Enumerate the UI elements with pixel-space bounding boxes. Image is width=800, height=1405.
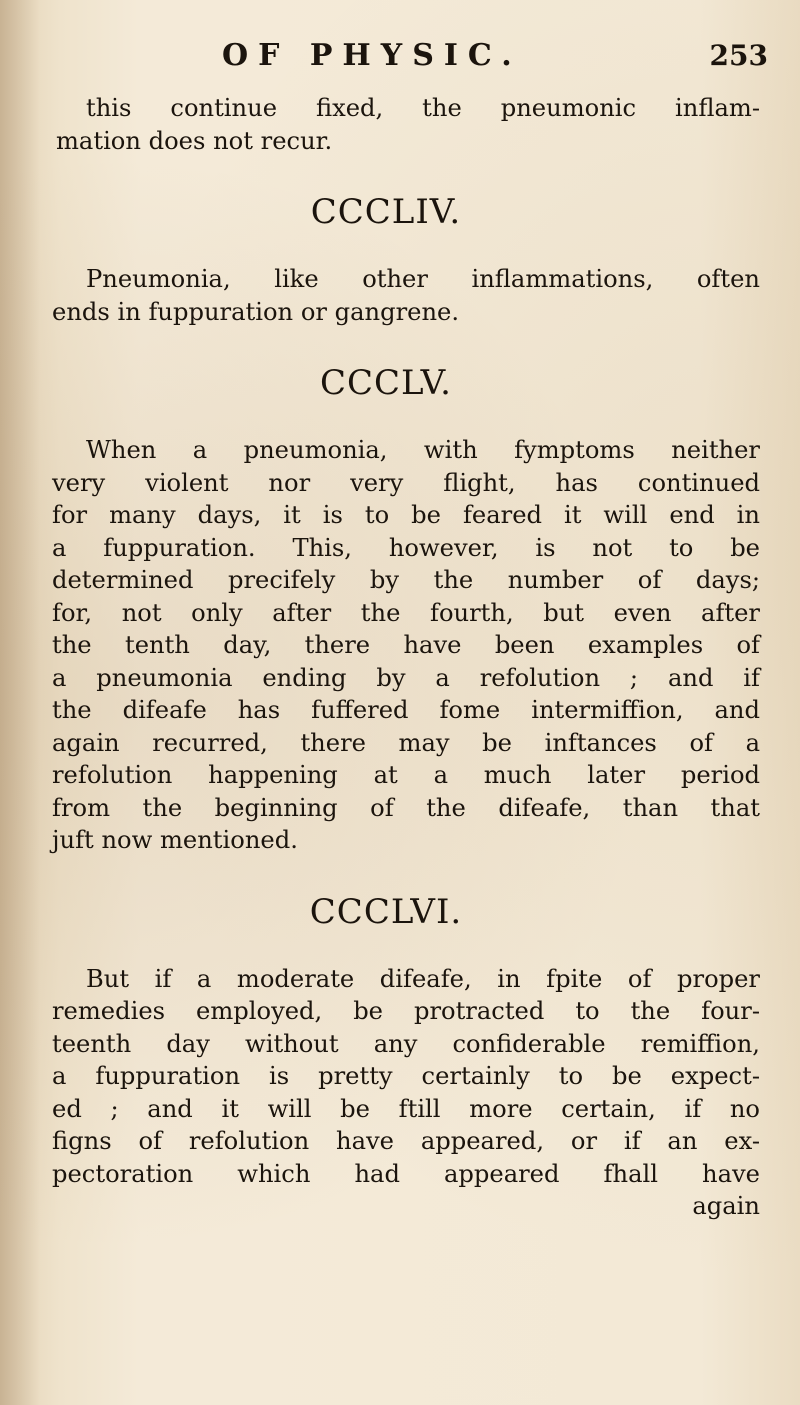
text-line: this continue fixed, the pneumonic inflam-	[86, 94, 760, 122]
text-line: Pneumonia, like other inflammations, often	[86, 265, 760, 293]
text-line: refolution happening at a much later period	[52, 761, 760, 789]
text-line: from the beginning of the difeafe, than that	[52, 793, 760, 822]
body-text	[52, 92, 760, 1223]
paragraph	[52, 263, 760, 328]
page-gutter-shadow	[0, 0, 40, 1405]
section-heading: CCCLIV.	[310, 192, 462, 232]
catchword: again	[692, 1192, 760, 1220]
text-line: the difeafe has fuffered fome intermiffion, and	[52, 696, 760, 724]
text-line: again recurred, there may be inftances of a	[52, 728, 760, 757]
text-line: ed ; and it will be ftill more certain, if no	[52, 1094, 760, 1123]
text-line: a fuppuration. This, however, is not to be	[52, 533, 760, 562]
section-heading: CCCLV.	[319, 363, 452, 403]
text-line: for, not only after the fourth, but even after	[52, 598, 760, 627]
text-line: the tenth day, there have been examples of	[52, 631, 760, 659]
text-line: for many days, it is to be feared it will end in	[52, 501, 760, 529]
text-line: a pneumonia ending by a refolution ; and if	[52, 663, 760, 692]
text-line: very violent nor very flight, has continued	[52, 468, 760, 497]
text-line: a fuppuration is pretty certainly to be expect-	[52, 1062, 760, 1090]
paragraph	[52, 434, 760, 857]
running-title: OF PHYSIC.	[222, 38, 522, 73]
paragraph	[52, 963, 760, 1223]
text-line: juft now mentioned.	[52, 826, 298, 854]
text-line: mation does not recur.	[56, 126, 333, 155]
page-header	[0, 36, 800, 76]
text-line: teenth day without any confiderable remiffion,	[52, 1029, 760, 1058]
text-line: But if a moderate difeafe, in fpite of proper	[86, 964, 760, 993]
text-line: ends in fuppuration or gangrene.	[52, 297, 460, 326]
text-line: remedies employed, be protracted to the four-	[52, 997, 760, 1025]
text-line: determined precifely by the number of days;	[52, 566, 760, 594]
text-line: When a pneumonia, with fymptoms neither	[86, 436, 760, 464]
text-line: pectoration which had appeared fhall have	[52, 1159, 760, 1188]
text-line: figns of refolution have appeared, or if an ex-	[52, 1127, 760, 1155]
section-heading: CCCLVI.	[309, 891, 463, 932]
page-number: 253	[709, 39, 768, 72]
paragraph-continuation	[52, 92, 760, 157]
